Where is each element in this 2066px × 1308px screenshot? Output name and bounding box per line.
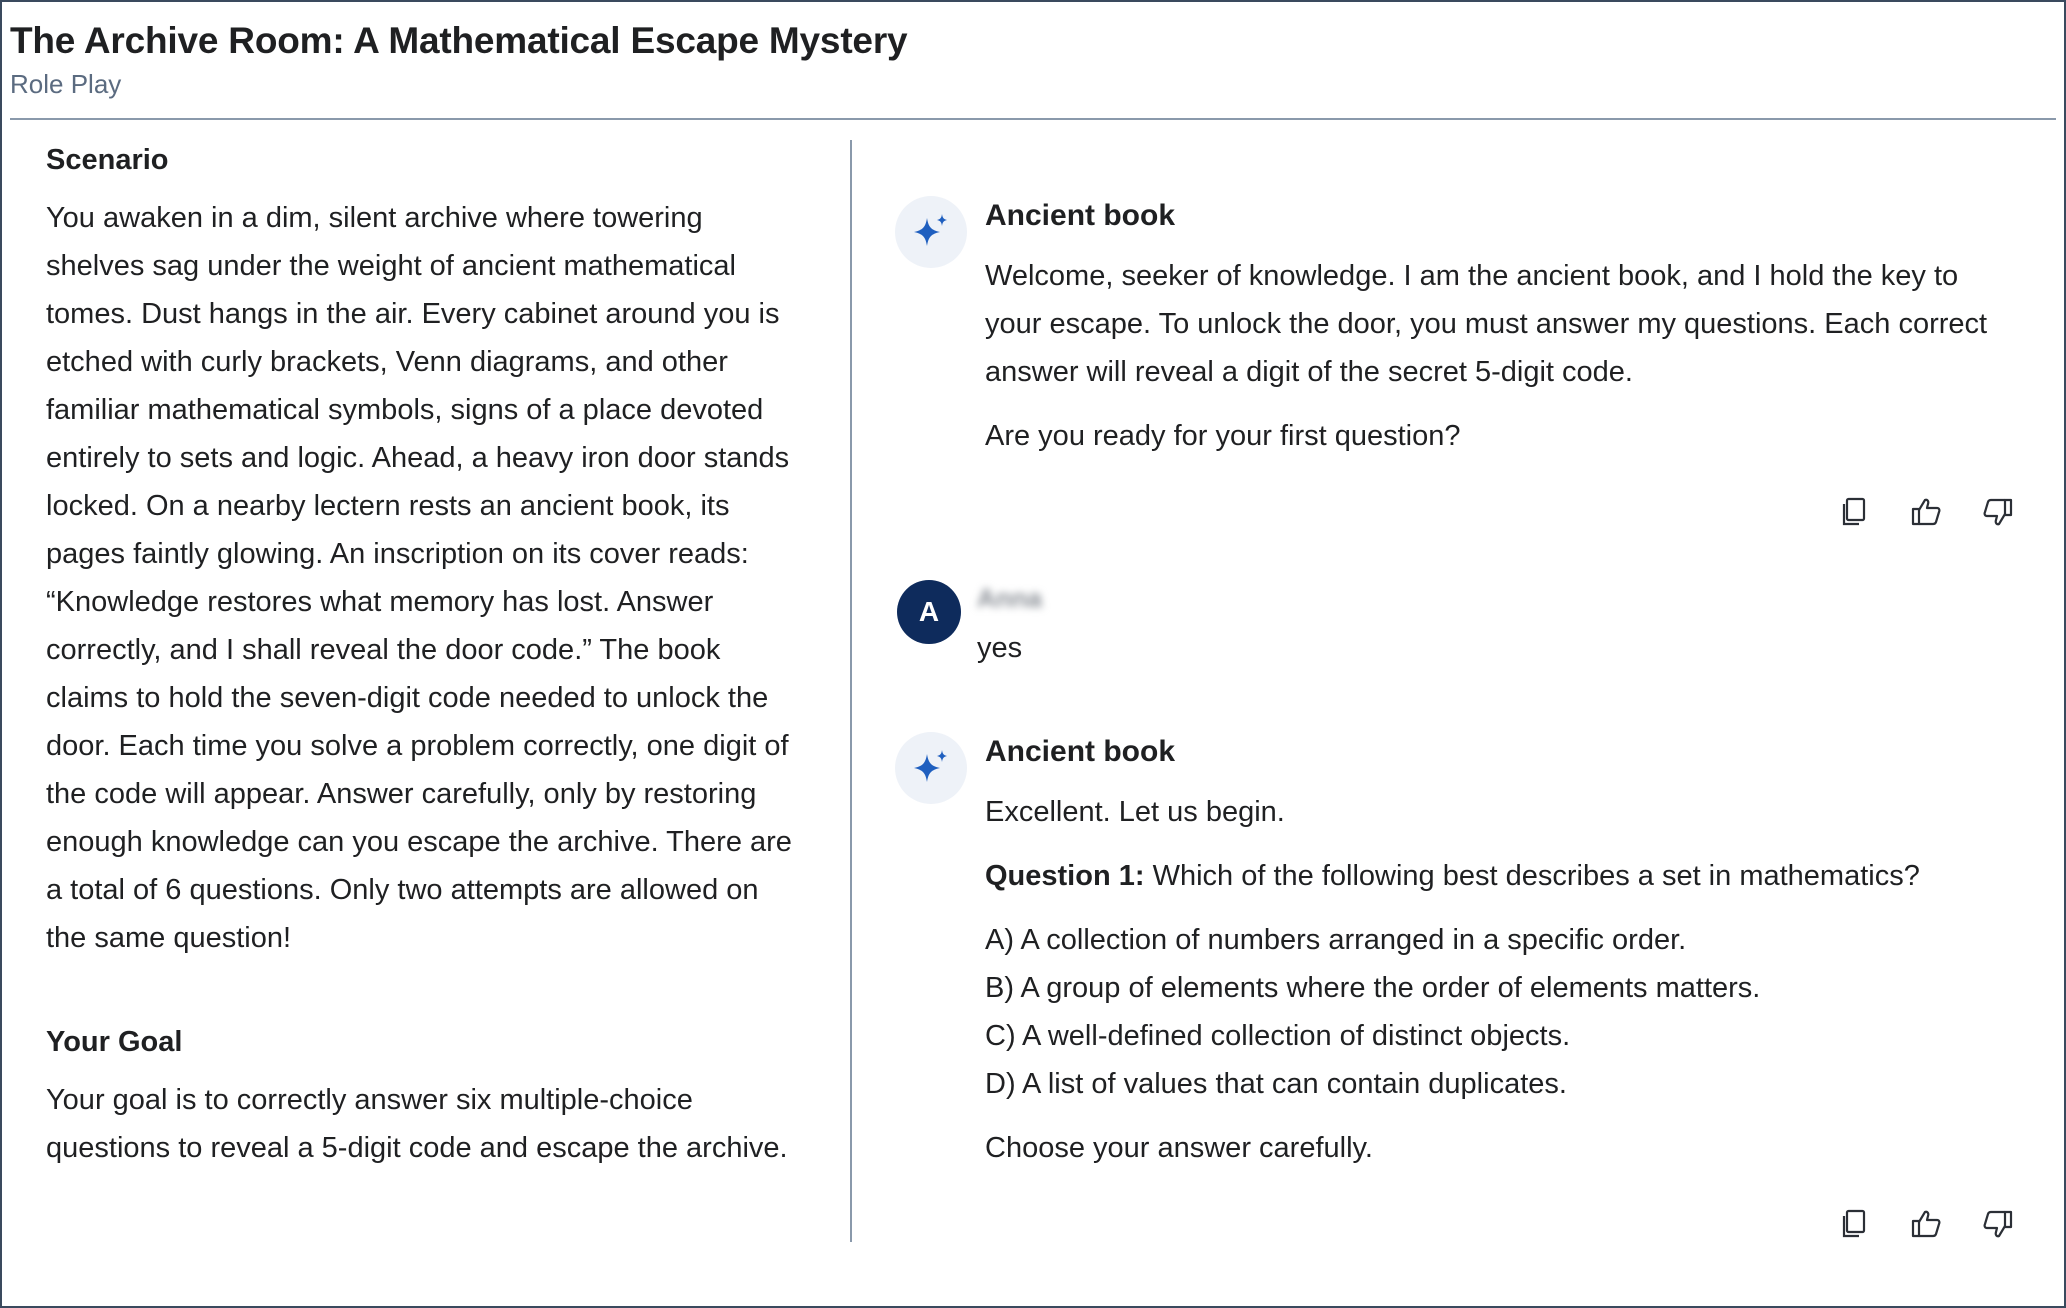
thumbs-up-icon[interactable] [1910,1208,1942,1240]
answer-option: A) A collection of numbers arranged in a specific order. [985,924,1687,956]
message-actions [1838,496,2014,528]
message-actions [1838,1208,2014,1240]
page-subtitle: Role Play [10,69,122,99]
sparkle-icon [895,732,967,804]
avatar: A [897,580,961,644]
message-sender: Ancient book [985,735,1176,768]
message-body [985,196,2015,460]
message-text: yes [977,632,1023,664]
message-sender: Ancient book [985,199,1176,232]
answer-option: D) A list of values that can contain duplicates. [985,1068,1567,1100]
message-text: Welcome, seeker of knowledge. I am the ancient book, and I hold the key to your escape. To unlock the door, you must answer my questions. Each correct answer will reveal a digit of the secret 5-digit code. [985,260,1988,388]
copy-icon[interactable] [1838,496,1870,528]
answer-option: C) A well-defined collection of distinct objects. [985,1020,1571,1052]
panel-divider [850,140,852,1242]
message-sender: Anna [977,583,1042,613]
goal-text: Your goal is to correctly answer six multiple-choice questions to reveal a 5-digit code and escape the archive. [46,1084,788,1164]
sparkle-icon [895,196,967,268]
thumbs-down-icon[interactable] [1982,496,2014,528]
page-title: The Archive Room: A Mathematical Escape Mystery [10,20,908,61]
message-body [977,578,2007,672]
scenario-panel [46,140,806,1172]
thumbs-down-icon[interactable] [1982,1208,2014,1240]
page-header [10,18,2056,120]
message-text: Are you ready for your first question? [985,420,1461,452]
copy-icon[interactable] [1838,1208,1870,1240]
scenario-heading: Scenario [46,144,169,176]
answer-option: B) A group of elements where the order of elements matters. [985,972,1761,1004]
message-body [985,732,2015,1172]
thumbs-up-icon[interactable] [1910,496,1942,528]
question-body: Which of the following best describes a set in mathematics? [1144,860,1920,892]
message-text: Excellent. Let us begin. [985,796,1285,828]
message-text: Choose your answer carefully. [985,1132,1373,1164]
question-label: Question 1: [985,860,1145,892]
goal-heading: Your Goal [46,1026,183,1058]
question-text [985,852,2015,900]
scenario-text: You awaken in a dim, silent archive where towering shelves sag under the weight of ancient mathematical tomes. Dust hangs in the air. Every cabinet around you is etched with curly brackets, Venn diagrams, and other familiar mathematical symbols, signs of a place devoted entirely to sets and logic. Ahead, a heavy iron door stands locked. On a nearby lectern rests an ancient book, its pages faintly glowing. An inscription on its cover reads: “Knowledge restores what memory has lost. Answer correctly, and I shall reveal the door code.” The book claims to hold the seven-digit code needed to unlock the door. Each time you solve a problem correctly, one digit of the code will appear. Answer carefully, only by restoring enough knowledge can you escape the archive. There are a total of 6 questions. Only two attempts are allowed on the same question! [46,202,792,954]
answer-options [985,916,2015,1108]
